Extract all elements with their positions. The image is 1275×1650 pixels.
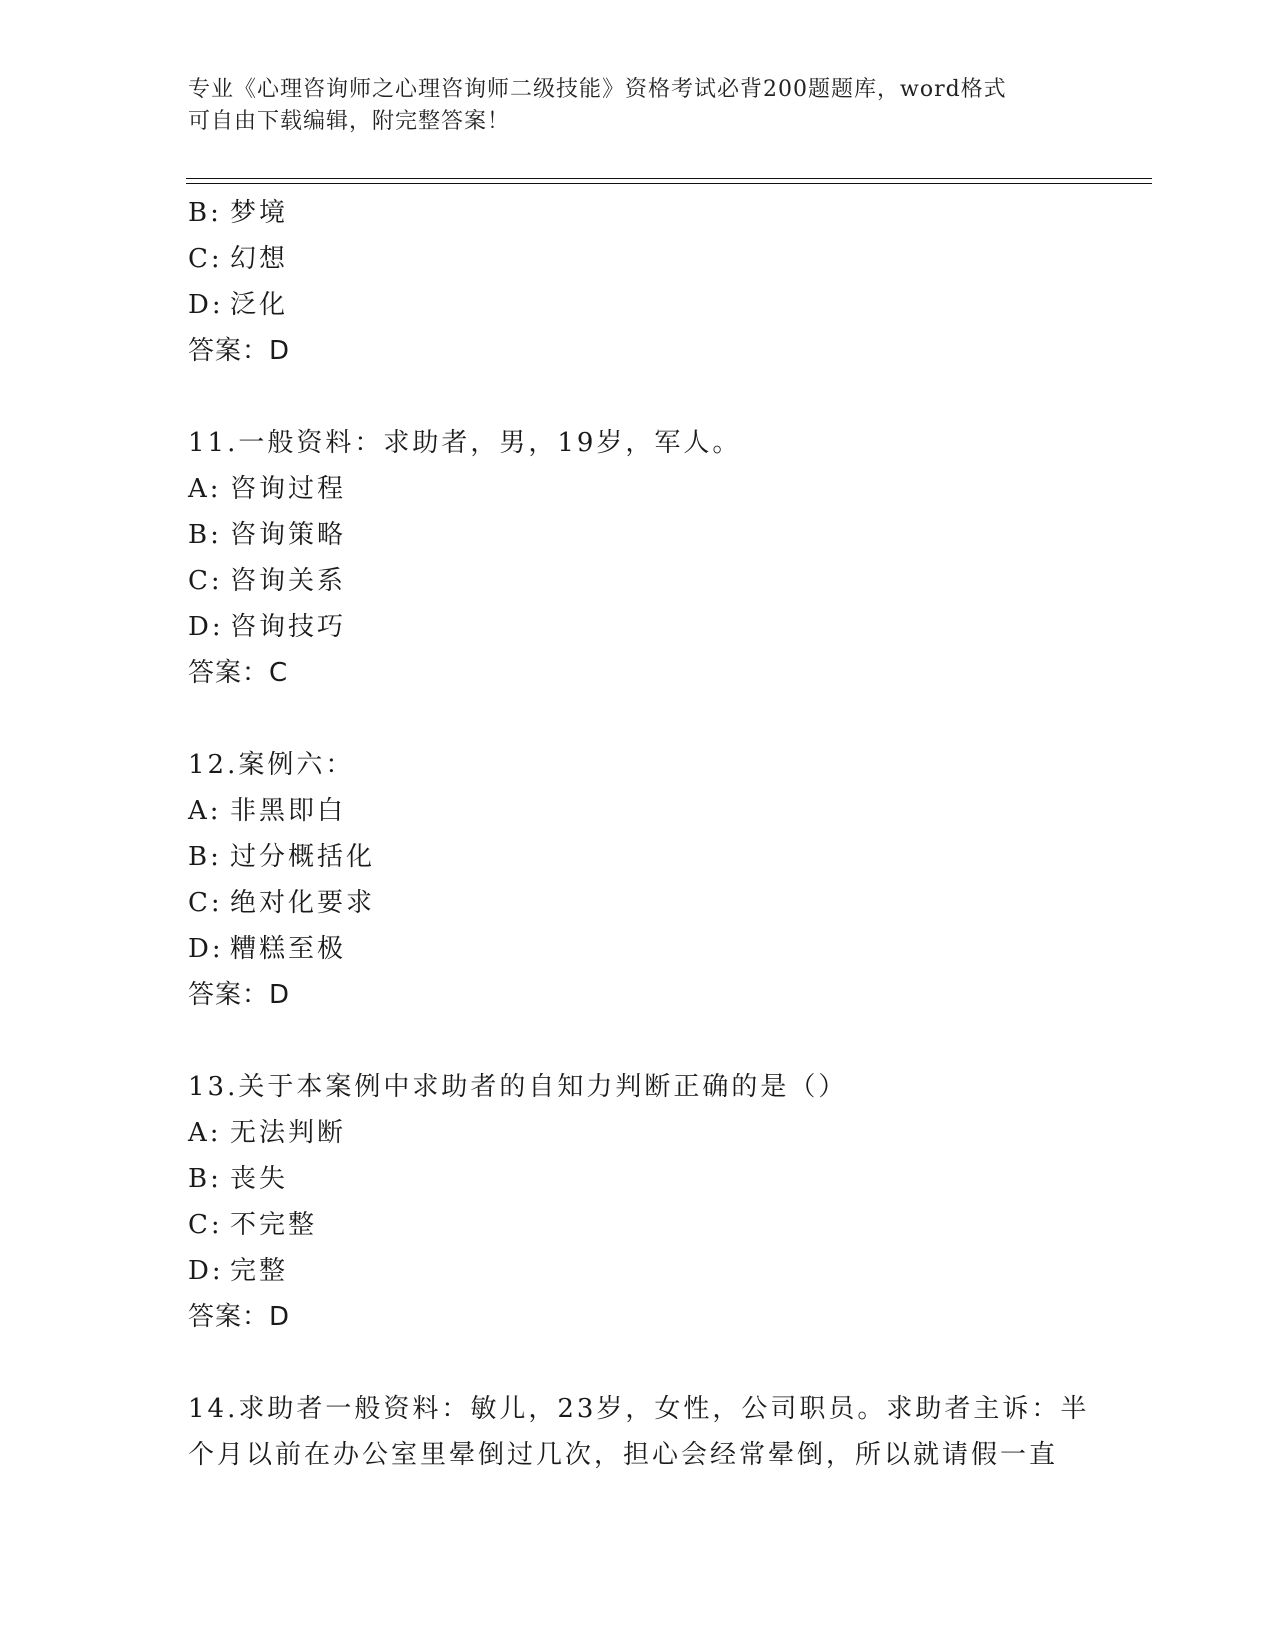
option-letter: A: bbox=[188, 796, 222, 826]
option-b bbox=[188, 1156, 1088, 1202]
option-c bbox=[188, 558, 1088, 604]
option-c bbox=[188, 1202, 1088, 1248]
option-c bbox=[188, 880, 1088, 926]
question-11 bbox=[188, 420, 1088, 696]
option-d bbox=[188, 282, 1088, 328]
answer-line: 答案：D bbox=[188, 336, 291, 366]
spacer bbox=[188, 374, 1088, 420]
header-line-2: 可自由下载编辑，附完整答案！ bbox=[188, 109, 511, 134]
option-text: 咨询过程 bbox=[230, 474, 347, 504]
spacer bbox=[188, 696, 1088, 742]
option-text: 非黑即白 bbox=[230, 796, 347, 826]
option-letter: C: bbox=[188, 244, 223, 274]
option-letter: D: bbox=[188, 934, 224, 964]
question-list bbox=[188, 190, 1088, 1478]
option-letter: D: bbox=[188, 1256, 224, 1286]
option-d bbox=[188, 1248, 1088, 1294]
option-letter: B: bbox=[188, 198, 222, 228]
option-a bbox=[188, 1110, 1088, 1156]
question-12 bbox=[188, 742, 1088, 1018]
option-text: 过分概括化 bbox=[230, 842, 376, 872]
answer-line: 答案：D bbox=[188, 1302, 291, 1332]
option-text: 丧失 bbox=[230, 1164, 289, 1194]
question-13 bbox=[188, 1064, 1088, 1340]
option-letter: A: bbox=[188, 1118, 222, 1148]
question-stem-line-2: 个月以前在办公室里晕倒过几次，担心会经常晕倒，所以就请假一直 bbox=[188, 1440, 1059, 1470]
option-letter: A: bbox=[188, 474, 222, 504]
option-text: 幻想 bbox=[230, 244, 289, 274]
option-d bbox=[188, 926, 1088, 972]
option-d bbox=[188, 604, 1088, 650]
question-stem-line-1: 14.求助者一般资料：敏儿，23岁，女性，公司职员。求助者主诉：半 bbox=[188, 1394, 1090, 1424]
option-text: 无法判断 bbox=[230, 1118, 347, 1148]
option-letter: C: bbox=[188, 888, 223, 918]
option-text: 咨询关系 bbox=[230, 566, 347, 596]
option-text: 绝对化要求 bbox=[230, 888, 376, 918]
question-14 bbox=[188, 1386, 1088, 1478]
option-text: 梦境 bbox=[230, 198, 289, 228]
option-letter: C: bbox=[188, 566, 223, 596]
option-b bbox=[188, 834, 1088, 880]
option-letter: B: bbox=[188, 842, 222, 872]
option-letter: B: bbox=[188, 1164, 222, 1194]
option-text: 完整 bbox=[230, 1256, 289, 1286]
header-divider-top bbox=[186, 178, 1152, 179]
option-a bbox=[188, 788, 1088, 834]
option-letter: B: bbox=[188, 520, 222, 550]
option-c bbox=[188, 236, 1088, 282]
document-header bbox=[188, 74, 1088, 138]
spacer bbox=[188, 1018, 1088, 1064]
header-line-1: 专业《心理咨询师之心理咨询师二级技能》资格考试必背200题题库，word格式 bbox=[188, 77, 1007, 102]
question-stem: 13.关于本案例中求助者的自知力判断正确的是（） bbox=[188, 1072, 848, 1102]
option-letter: D: bbox=[188, 612, 224, 642]
option-text: 咨询技巧 bbox=[230, 612, 347, 642]
option-text: 不完整 bbox=[230, 1210, 318, 1240]
header-divider-bottom bbox=[186, 183, 1152, 184]
answer-line: 答案：C bbox=[188, 658, 289, 688]
option-letter: C: bbox=[188, 1210, 223, 1240]
question-stem: 12.案例六： bbox=[188, 750, 355, 780]
option-a bbox=[188, 466, 1088, 512]
option-b bbox=[188, 190, 1088, 236]
question-10-continued bbox=[188, 190, 1088, 374]
option-text: 糟糕至极 bbox=[230, 934, 347, 964]
answer-line: 答案：D bbox=[188, 980, 291, 1010]
option-text: 泛化 bbox=[230, 290, 289, 320]
option-letter: D: bbox=[188, 290, 224, 320]
option-text: 咨询策略 bbox=[230, 520, 347, 550]
option-b bbox=[188, 512, 1088, 558]
spacer bbox=[188, 1340, 1088, 1386]
question-stem: 11.一般资料：求助者，男，19岁，军人。 bbox=[188, 428, 742, 458]
